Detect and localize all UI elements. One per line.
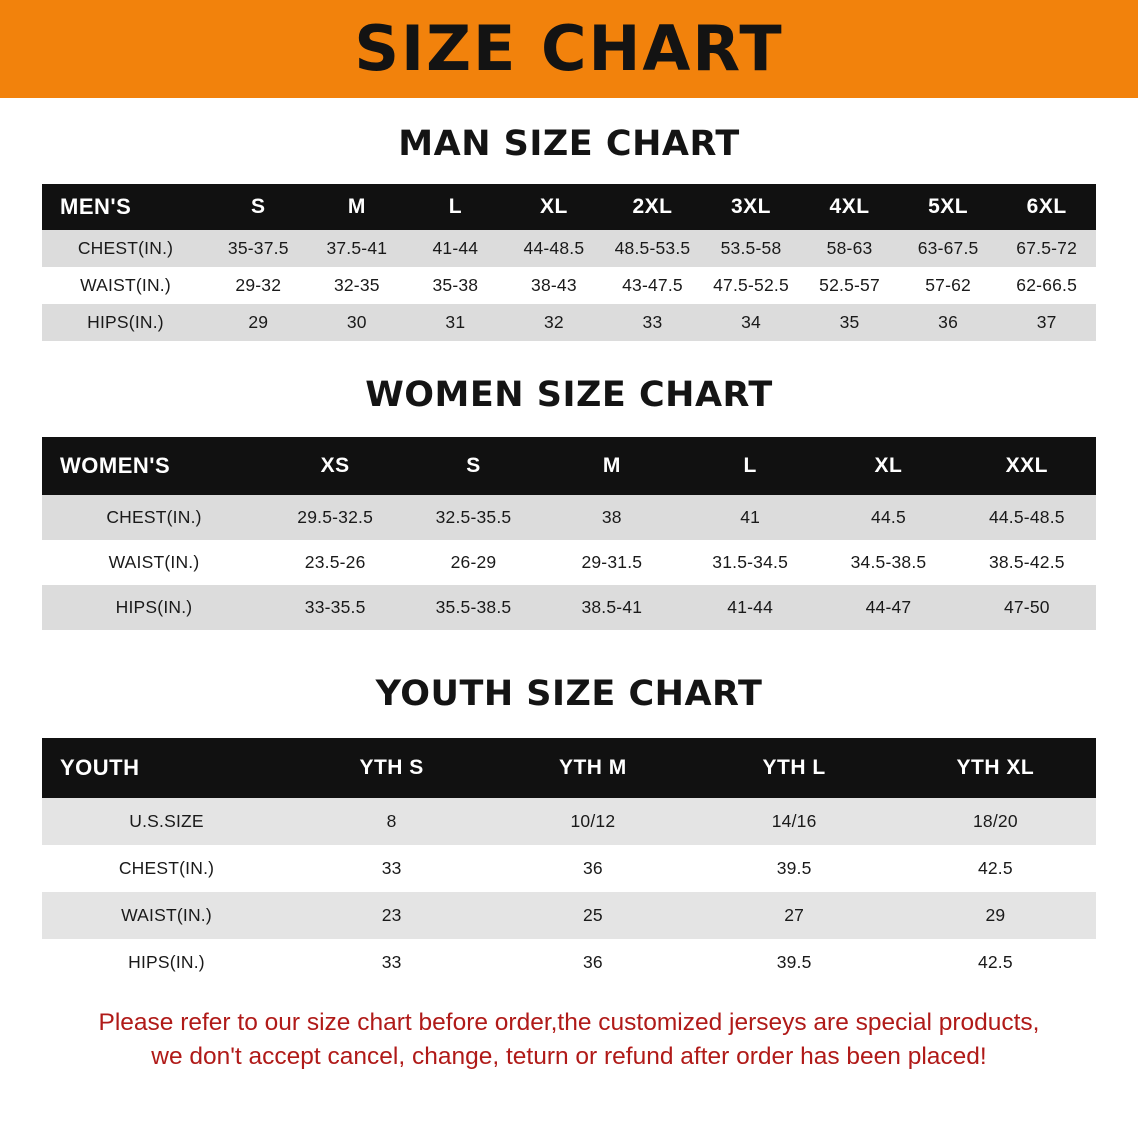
- table-cell: 38.5-41: [543, 585, 681, 630]
- table-row: [42, 267, 1096, 304]
- table-cell: 58-63: [800, 230, 899, 267]
- table-cell: 47-50: [958, 585, 1096, 630]
- table-cell: 48.5-53.5: [603, 230, 702, 267]
- table-cell: 38: [543, 495, 681, 540]
- table-cell: 44-47: [819, 585, 957, 630]
- table-cell: 27: [694, 892, 895, 939]
- table-cell: 44.5: [819, 495, 957, 540]
- column-header: WOMEN'S: [60, 453, 171, 478]
- table-cell: 41-44: [681, 585, 819, 630]
- table-cell: 39.5: [694, 939, 895, 986]
- column-header: XL: [539, 195, 568, 218]
- policy-note-line-1: Please refer to our size chart before order,the customized jerseys are special products,: [98, 1009, 1040, 1036]
- table-cell: 35.5-38.5: [404, 585, 542, 630]
- page-title: SIZE CHART: [354, 12, 784, 85]
- table-cell: 52.5-57: [800, 267, 899, 304]
- table-cell: 41-44: [406, 230, 505, 267]
- table-cell: 32.5-35.5: [404, 495, 542, 540]
- man-table-wrapper: [42, 184, 1096, 341]
- table-cell: 29.5-32.5: [266, 495, 404, 540]
- table-cell: 8: [291, 798, 492, 845]
- table-cell: 42.5: [895, 939, 1096, 986]
- table-cell: 34: [702, 304, 801, 341]
- header-banner: [0, 0, 1138, 98]
- table-cell: 29: [209, 304, 308, 341]
- youth-section-title: YOUTH SIZE CHART: [375, 674, 763, 714]
- table-cell: 35-38: [406, 267, 505, 304]
- row-label: U.S.SIZE: [42, 798, 291, 845]
- row-label: WAIST(IN.): [42, 892, 291, 939]
- column-header: XXL: [1005, 454, 1048, 477]
- table-row: [42, 845, 1096, 892]
- table-row: [42, 230, 1096, 267]
- table-cell: 39.5: [694, 845, 895, 892]
- row-label: CHEST(IN.): [42, 230, 209, 267]
- table-cell: 57-62: [899, 267, 998, 304]
- column-header: 2XL: [632, 195, 673, 218]
- table-cell: 62-66.5: [997, 267, 1096, 304]
- man-size-table: [42, 184, 1096, 341]
- women-table-wrapper: [42, 437, 1096, 630]
- policy-note-line-2: we don't accept cancel, change, teturn or refund after order has been placed!: [151, 1042, 987, 1070]
- table-row: [42, 304, 1096, 341]
- table-cell: 33: [603, 304, 702, 341]
- column-header: 6XL: [1026, 195, 1067, 218]
- table-cell: 30: [308, 304, 407, 341]
- table-cell: 44.5-48.5: [958, 495, 1096, 540]
- women-size-table: [42, 437, 1096, 630]
- table-cell: 44-48.5: [505, 230, 604, 267]
- column-header: XS: [320, 454, 350, 477]
- man-section-title: MAN SIZE CHART: [398, 124, 740, 164]
- row-label: WAIST(IN.): [42, 540, 266, 585]
- table-cell: 67.5-72: [997, 230, 1096, 267]
- table-row: [42, 585, 1096, 630]
- column-header: YTH L: [762, 756, 826, 779]
- table-cell: 38-43: [505, 267, 604, 304]
- table-cell: 37: [997, 304, 1096, 341]
- table-cell: 43-47.5: [603, 267, 702, 304]
- column-header: YTH XL: [956, 756, 1035, 779]
- table-cell: 31: [406, 304, 505, 341]
- table-row: [42, 495, 1096, 540]
- table-cell: 41: [681, 495, 819, 540]
- column-header: M: [347, 195, 366, 218]
- column-header: 5XL: [928, 195, 969, 218]
- table-cell: 36: [899, 304, 998, 341]
- column-header: YTH S: [359, 756, 424, 779]
- table-cell: 33: [291, 939, 492, 986]
- table-cell: 34.5-38.5: [819, 540, 957, 585]
- table-cell: 29-32: [209, 267, 308, 304]
- column-header: MEN'S: [60, 194, 132, 219]
- table-cell: 26-29: [404, 540, 542, 585]
- table-cell: 42.5: [895, 845, 1096, 892]
- table-cell: 25: [492, 892, 693, 939]
- column-header: S: [251, 195, 266, 218]
- column-header: S: [466, 454, 481, 477]
- row-label: CHEST(IN.): [42, 845, 291, 892]
- table-cell: 18/20: [895, 798, 1096, 845]
- policy-note: [40, 1006, 1098, 1074]
- row-label: CHEST(IN.): [42, 495, 266, 540]
- table-row: [42, 540, 1096, 585]
- table-cell: 23: [291, 892, 492, 939]
- column-header: YOUTH: [60, 755, 140, 780]
- table-row: [42, 939, 1096, 986]
- column-header: 3XL: [731, 195, 772, 218]
- table-cell: 38.5-42.5: [958, 540, 1096, 585]
- table-row: [42, 892, 1096, 939]
- table-cell: 63-67.5: [899, 230, 998, 267]
- column-header: 4XL: [829, 195, 870, 218]
- table-cell: 14/16: [694, 798, 895, 845]
- table-cell: 32: [505, 304, 604, 341]
- youth-table-wrapper: [42, 738, 1096, 986]
- table-cell: 29: [895, 892, 1096, 939]
- table-cell: 29-31.5: [543, 540, 681, 585]
- row-label: WAIST(IN.): [42, 267, 209, 304]
- youth-size-table: [42, 738, 1096, 986]
- table-row: [42, 798, 1096, 845]
- table-cell: 47.5-52.5: [702, 267, 801, 304]
- column-header: M: [602, 454, 621, 477]
- table-cell: 35: [800, 304, 899, 341]
- column-header: L: [448, 195, 463, 218]
- table-cell: 36: [492, 845, 693, 892]
- table-cell: 23.5-26: [266, 540, 404, 585]
- table-cell: 35-37.5: [209, 230, 308, 267]
- row-label: HIPS(IN.): [42, 304, 209, 341]
- women-section-title: WOMEN SIZE CHART: [365, 375, 773, 415]
- table-cell: 36: [492, 939, 693, 986]
- table-cell: 33-35.5: [266, 585, 404, 630]
- table-header-row: [42, 437, 1096, 495]
- table-cell: 53.5-58: [702, 230, 801, 267]
- table-header-row: [42, 184, 1096, 230]
- row-label: HIPS(IN.): [42, 939, 291, 986]
- table-cell: 10/12: [492, 798, 693, 845]
- table-cell: 31.5-34.5: [681, 540, 819, 585]
- column-header: L: [743, 454, 757, 477]
- table-cell: 37.5-41: [308, 230, 407, 267]
- column-header: XL: [874, 454, 903, 477]
- table-cell: 33: [291, 845, 492, 892]
- table-cell: 32-35: [308, 267, 407, 304]
- column-header: YTH M: [558, 756, 627, 779]
- row-label: HIPS(IN.): [42, 585, 266, 630]
- table-header-row: [42, 738, 1096, 798]
